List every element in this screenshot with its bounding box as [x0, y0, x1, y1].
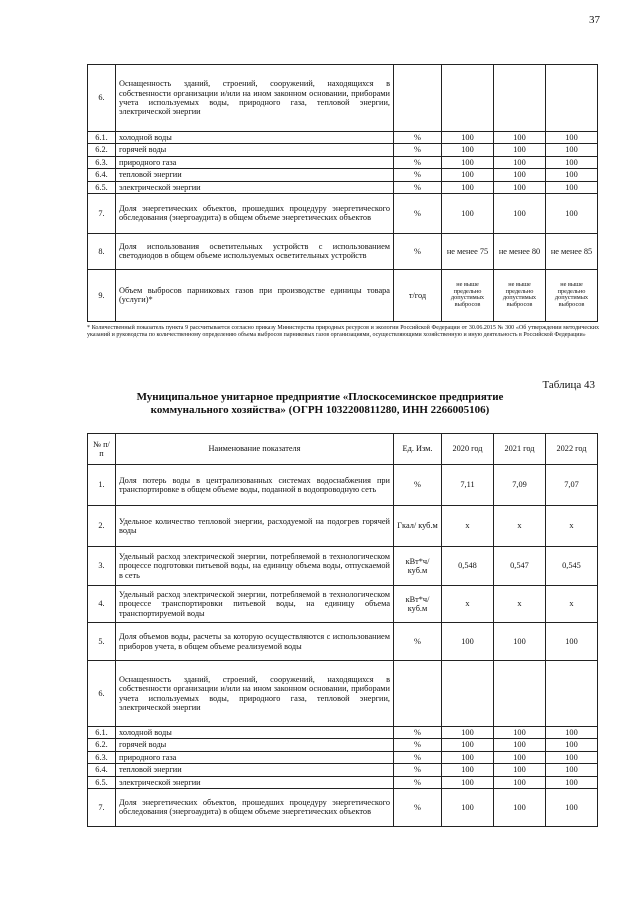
- value-2022: [546, 65, 598, 132]
- value-2020: 100: [442, 181, 494, 193]
- value-2022: 100: [546, 739, 598, 751]
- row-number: 6.5.: [88, 776, 116, 788]
- value-2022: 100: [546, 727, 598, 739]
- table-row: [88, 586, 598, 623]
- indicator-name: холодной воды: [116, 727, 394, 739]
- indicator-name: Удельное количество тепловой энергии, расходуемой на подогрев горячей воды: [116, 506, 394, 547]
- value-2021: 100: [494, 144, 546, 156]
- value-2020: 100: [442, 727, 494, 739]
- value-2020: 100: [442, 193, 494, 233]
- value-2020: 100: [442, 156, 494, 168]
- value-2021: 100: [494, 181, 546, 193]
- unit-cell: Гкал/ куб.м: [394, 506, 442, 547]
- value-2020: не менее 75: [442, 233, 494, 269]
- value-2020: 100: [442, 751, 494, 763]
- row-number: 6.4.: [88, 169, 116, 181]
- value-2020: 100: [442, 144, 494, 156]
- table-row: [88, 132, 598, 144]
- unit-cell: %: [394, 788, 442, 826]
- header-2021: 2021 год: [494, 434, 546, 465]
- table-row: [88, 776, 598, 788]
- table-row: [88, 547, 598, 586]
- header-unit: Ед. Изм.: [394, 434, 442, 465]
- row-number: 1.: [88, 465, 116, 506]
- value-2022: 0,545: [546, 547, 598, 586]
- value-2021: 100: [494, 776, 546, 788]
- value-2021: 100: [494, 788, 546, 826]
- organization-title: Муниципальное унитарное предприятие «Плоскосеминское предприятие коммунального хозяйства» (ОГРН 1032200811280, ИНН 2266005106): [136, 391, 504, 416]
- value-2021: 0,547: [494, 547, 546, 586]
- value-2021: х: [494, 506, 546, 547]
- value-2021: 100: [494, 193, 546, 233]
- table-row: [88, 739, 598, 751]
- row-number: 4.: [88, 586, 116, 623]
- indicator-name: Доля объемов воды, расчеты за которую осуществляются с использованием приборов учета, в общем объеме реализуемой воды: [116, 623, 394, 661]
- unit-cell: %: [394, 764, 442, 776]
- table-row: [88, 623, 598, 661]
- value-2021: не выше предельно допустимых выбросов: [494, 269, 546, 321]
- table-header-row: [88, 434, 598, 465]
- unit-cell: %: [394, 727, 442, 739]
- value-2022: 100: [546, 169, 598, 181]
- row-number: 6.1.: [88, 727, 116, 739]
- value-2022: 100: [546, 788, 598, 826]
- table-row: [88, 156, 598, 168]
- indicator-name: тепловой энергии: [116, 764, 394, 776]
- row-number: 3.: [88, 547, 116, 586]
- value-2020: х: [442, 506, 494, 547]
- value-2020: [442, 65, 494, 132]
- value-2022: 100: [546, 181, 598, 193]
- value-2021: 100: [494, 169, 546, 181]
- value-2021: [494, 661, 546, 727]
- unit-cell: %: [394, 169, 442, 181]
- indicators-table-43: [87, 433, 598, 827]
- table-row: [88, 65, 598, 132]
- value-2022: 100: [546, 144, 598, 156]
- unit-cell: %: [394, 193, 442, 233]
- value-2021: 100: [494, 739, 546, 751]
- row-number: 6.: [88, 65, 116, 132]
- unit-cell: %: [394, 776, 442, 788]
- indicators-table-continued: [87, 64, 598, 322]
- header-2022: 2022 год: [546, 434, 598, 465]
- table-row: [88, 661, 598, 727]
- row-number: 8.: [88, 233, 116, 269]
- indicator-name: горячей воды: [116, 144, 394, 156]
- value-2022: [546, 661, 598, 727]
- unit-cell: т/год: [394, 269, 442, 321]
- value-2021: 100: [494, 727, 546, 739]
- value-2022: 100: [546, 751, 598, 763]
- table-row: [88, 788, 598, 826]
- row-number: 9.: [88, 269, 116, 321]
- indicator-name: Оснащенность зданий, строений, сооружений, находящихся в собственности организации и/или на ином законном основании, приборами учета используемых воды, природного газа, тепловой энергии, электрической энергии: [116, 65, 394, 132]
- indicator-name: Объем выбросов парниковых газов при производстве единицы товара (услуги)*: [116, 269, 394, 321]
- indicator-name: горячей воды: [116, 739, 394, 751]
- value-2021: [494, 65, 546, 132]
- value-2021: х: [494, 586, 546, 623]
- table-row: [88, 193, 598, 233]
- value-2020: 100: [442, 776, 494, 788]
- unit-cell: %: [394, 144, 442, 156]
- value-2022: не выше предельно допустимых выбросов: [546, 269, 598, 321]
- table-row: [88, 269, 598, 321]
- page-number: 37: [589, 14, 600, 26]
- footnote: * Количественный показатель пункта 9 рассчитывается согласно приказу Министерства природных ресурсов и экологии Российской Федерации от 30.06.2015 № 300 «Об утверждении методических указаний и руководства по количественному определению объема выбросов парниковых газов организациями, осуществляющими хозяйственную и иную деятельность в Российской Федерации»: [87, 325, 599, 339]
- value-2021: 100: [494, 751, 546, 763]
- table-row: [88, 181, 598, 193]
- unit-cell: %: [394, 156, 442, 168]
- value-2020: 100: [442, 169, 494, 181]
- table-row: [88, 465, 598, 506]
- indicator-name: Оснащенность зданий, строений, сооружений, находящихся в собственности организации и/или на ином законном основании, приборами учета используемых воды, природного газа, тепловой энергии, электрической энергии: [116, 661, 394, 727]
- indicator-name: Удельный расход электрической энергии, потребляемой в технологическом процессе подготовки питьевой воды, на единицу объема воды, отпускаемой в сеть: [116, 547, 394, 586]
- row-number: 2.: [88, 506, 116, 547]
- table-row: [88, 506, 598, 547]
- row-number: 6.2.: [88, 144, 116, 156]
- unit-cell: [394, 661, 442, 727]
- row-number: 7.: [88, 788, 116, 826]
- value-2021: не менее 80: [494, 233, 546, 269]
- value-2022: 100: [546, 193, 598, 233]
- row-number: 6.3.: [88, 156, 116, 168]
- value-2022: не менее 85: [546, 233, 598, 269]
- row-number: 6.: [88, 661, 116, 727]
- unit-cell: кВт*ч/ куб.м: [394, 547, 442, 586]
- unit-cell: %: [394, 233, 442, 269]
- indicator-name: электрической энергии: [116, 181, 394, 193]
- row-number: 6.3.: [88, 751, 116, 763]
- value-2020: 100: [442, 739, 494, 751]
- indicator-name: Доля энергетических объектов, прошедших процедуру энергетического обследования (энергоаудита) в общем объеме энергетических объектов: [116, 193, 394, 233]
- table-row: [88, 233, 598, 269]
- row-number: 6.1.: [88, 132, 116, 144]
- indicator-name: электрической энергии: [116, 776, 394, 788]
- unit-cell: кВт*ч/ куб.м: [394, 586, 442, 623]
- header-2020: 2020 год: [442, 434, 494, 465]
- unit-cell: %: [394, 181, 442, 193]
- table-row: [88, 764, 598, 776]
- value-2020: 100: [442, 788, 494, 826]
- value-2020: не выше предельно допустимых выбросов: [442, 269, 494, 321]
- value-2021: 100: [494, 132, 546, 144]
- indicator-name: Доля энергетических объектов, прошедших процедуру энергетического обследования (энергоаудита) в общем объеме энергетических объектов: [116, 788, 394, 826]
- value-2022: х: [546, 586, 598, 623]
- table-caption: Таблица 43: [542, 379, 595, 391]
- unit-cell: %: [394, 751, 442, 763]
- value-2020: 100: [442, 764, 494, 776]
- indicator-name: Доля использования осветительных устройств с использованием светодиодов в общем объеме используемых осветительных устройств: [116, 233, 394, 269]
- header-num: № п/п: [88, 434, 116, 465]
- value-2022: 7,07: [546, 465, 598, 506]
- value-2022: 100: [546, 623, 598, 661]
- value-2021: 100: [494, 623, 546, 661]
- value-2020: [442, 661, 494, 727]
- table-row: [88, 144, 598, 156]
- row-number: 7.: [88, 193, 116, 233]
- value-2022: 100: [546, 776, 598, 788]
- unit-cell: %: [394, 739, 442, 751]
- indicator-name: холодной воды: [116, 132, 394, 144]
- value-2020: 100: [442, 132, 494, 144]
- table-row: [88, 751, 598, 763]
- value-2022: 100: [546, 132, 598, 144]
- value-2022: 100: [546, 764, 598, 776]
- unit-cell: %: [394, 623, 442, 661]
- indicator-name: тепловой энергии: [116, 169, 394, 181]
- row-number: 5.: [88, 623, 116, 661]
- indicator-name: Доля потерь воды в централизованных системах водоснабжения при транспортировке в общем объеме воды, поданной в водопроводную сеть: [116, 465, 394, 506]
- value-2021: 100: [494, 764, 546, 776]
- table-row: [88, 169, 598, 181]
- value-2021: 7,09: [494, 465, 546, 506]
- unit-cell: %: [394, 132, 442, 144]
- value-2021: 100: [494, 156, 546, 168]
- value-2022: 100: [546, 156, 598, 168]
- value-2020: 100: [442, 623, 494, 661]
- header-name: Наименование показателя: [116, 434, 394, 465]
- indicator-name: природного газа: [116, 156, 394, 168]
- table-row: [88, 727, 598, 739]
- value-2020: х: [442, 586, 494, 623]
- value-2022: х: [546, 506, 598, 547]
- indicator-name: природного газа: [116, 751, 394, 763]
- value-2020: 0,548: [442, 547, 494, 586]
- value-2020: 7,11: [442, 465, 494, 506]
- row-number: 6.2.: [88, 739, 116, 751]
- row-number: 6.5.: [88, 181, 116, 193]
- row-number: 6.4.: [88, 764, 116, 776]
- indicator-name: Удельный расход электрической энергии, потребляемой в технологическом процессе транспортировки питьевой воды, на единицу объема транспортируемой воды: [116, 586, 394, 623]
- unit-cell: %: [394, 465, 442, 506]
- unit-cell: [394, 65, 442, 132]
